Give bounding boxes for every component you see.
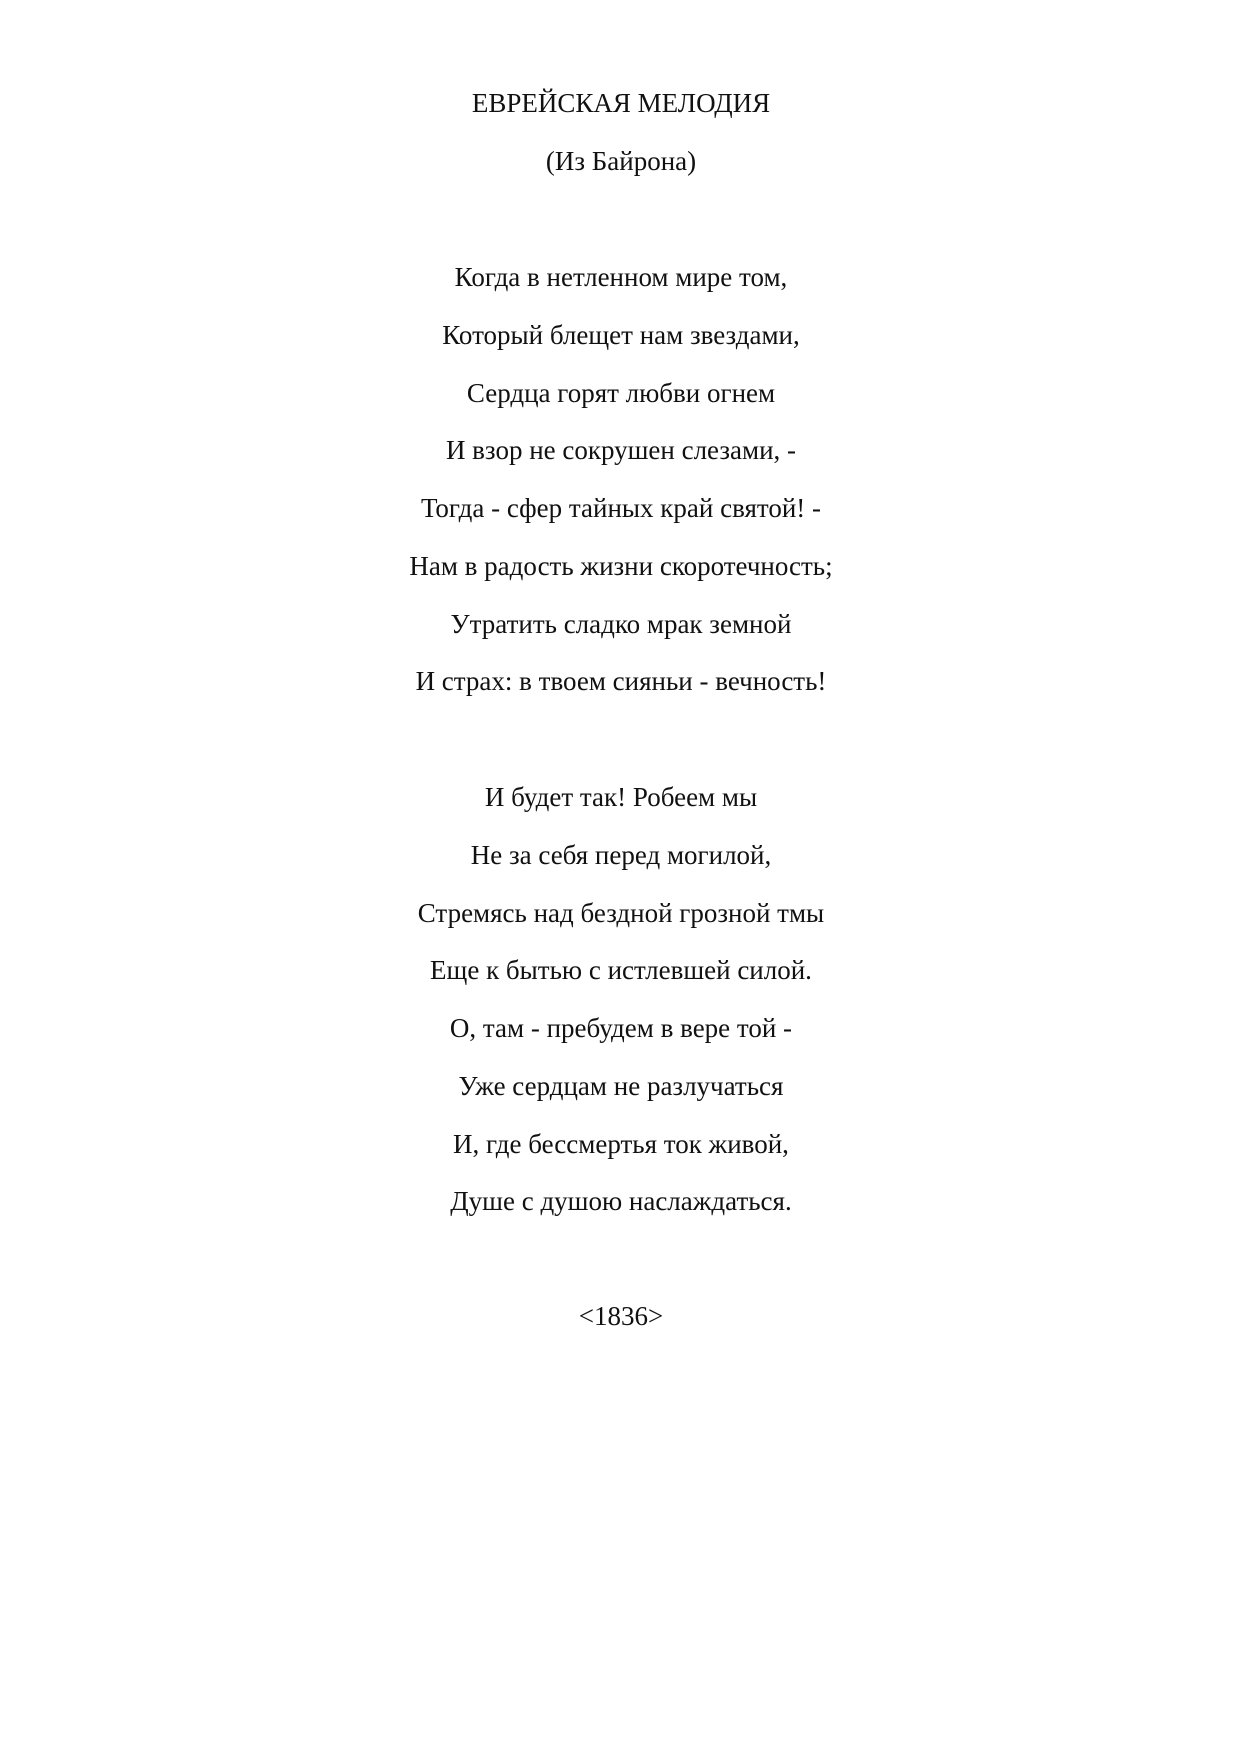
verse-line: Не за себя перед могилой,: [470, 840, 772, 870]
verse-line: О, там - пребудем в вере той -: [449, 1013, 793, 1043]
verse-line: Еще к бытью с истлевшей силой.: [430, 955, 812, 985]
verse-line: Который блещет нам звездами,: [442, 320, 800, 350]
verse-line: Сердца горят любви огнем: [466, 378, 776, 408]
verse-line: Когда в нетленном мире том,: [454, 262, 788, 292]
verse-line: Душе с душою наслаждаться.: [450, 1186, 792, 1216]
verse-line: И взор не сокрушен слезами, -: [445, 435, 797, 465]
poem-subtitle: (Из Байрона): [545, 146, 697, 176]
verse-line: Стремясь над бездной грозной тмы: [417, 898, 825, 928]
verse-line: Нам в радость жизни скоротечность;: [409, 551, 833, 581]
verse-line: И будет так! Робеем мы: [484, 782, 758, 812]
poem-date: <1836>: [578, 1301, 664, 1331]
verse-line: Уже сердцам не разлучаться: [458, 1071, 784, 1101]
verse-line: Утратить сладко мрак земной: [450, 609, 792, 639]
verse-line: И, где бессмертья ток живой,: [453, 1129, 789, 1159]
verse-line: И страх: в твоем сияньи - вечность!: [415, 666, 827, 696]
verse-line: Тогда - сфер тайных край святой! -: [420, 493, 822, 523]
poem-title: ЕВРЕЙСКАЯ МЕЛОДИЯ: [471, 88, 771, 118]
